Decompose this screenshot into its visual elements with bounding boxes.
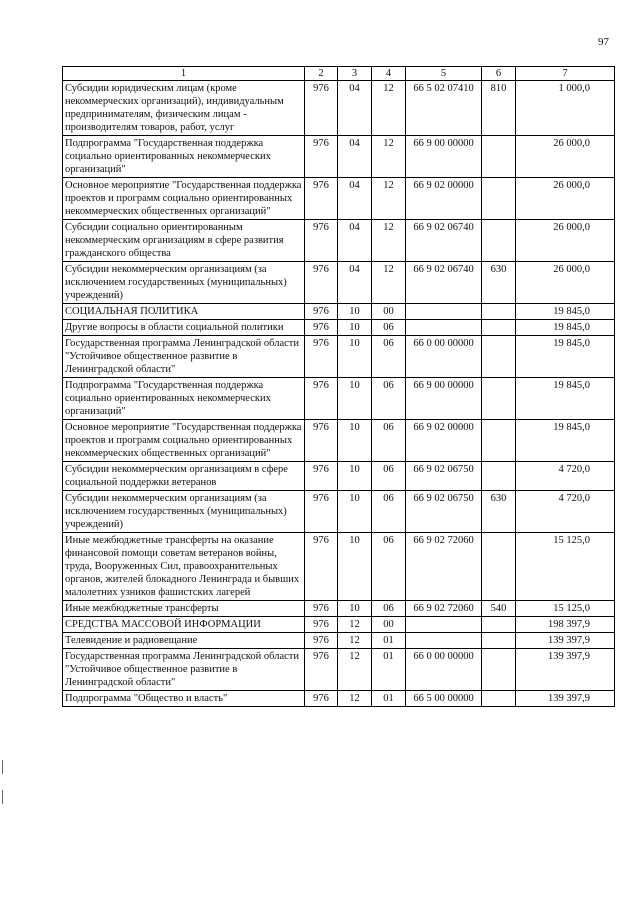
table-row (63, 220, 615, 262)
target-article-cell: 66 9 02 72060 (406, 533, 482, 601)
section-code-cell: 10 (338, 420, 372, 462)
section-code-cell: 10 (338, 320, 372, 336)
row-name-cell: СОЦИАЛЬНАЯ ПОЛИТИКА (63, 304, 305, 320)
grbs-code-cell: 976 (305, 533, 338, 601)
target-article-cell: 66 9 02 06750 (406, 491, 482, 533)
table-row (63, 633, 615, 649)
grbs-code-cell: 976 (305, 262, 338, 304)
target-article-cell: 66 0 00 00000 (406, 336, 482, 378)
row-name-cell: Государственная программа Ленинградской области "Устойчивое общественное развитие в Ленинградской области" (63, 336, 305, 378)
column-header: 6 (482, 67, 516, 81)
expense-type-cell (482, 462, 516, 491)
table-row (63, 462, 615, 491)
subsection-code-cell: 12 (372, 81, 406, 136)
amount-cell: 4 720,0 (516, 491, 615, 533)
row-name-cell: Подпрограмма "Общество и власть" (63, 691, 305, 707)
grbs-code-cell: 976 (305, 633, 338, 649)
table-row (63, 691, 615, 707)
row-name-cell: Субсидии некоммерческим организациям в сфере социальной поддержки ветеранов (63, 462, 305, 491)
grbs-code-cell: 976 (305, 81, 338, 136)
column-header: 7 (516, 67, 615, 81)
section-code-cell: 12 (338, 617, 372, 633)
target-article-cell: 66 9 00 00000 (406, 136, 482, 178)
grbs-code-cell: 976 (305, 136, 338, 178)
subsection-code-cell: 01 (372, 649, 406, 691)
row-name-cell: Телевидение и радиовещание (63, 633, 305, 649)
grbs-code-cell: 976 (305, 336, 338, 378)
column-header: 3 (338, 67, 372, 81)
amount-cell: 139 397,9 (516, 649, 615, 691)
expense-type-cell (482, 378, 516, 420)
amount-cell: 19 845,0 (516, 336, 615, 378)
expense-type-cell (482, 649, 516, 691)
row-name-cell: СРЕДСТВА МАССОВОЙ ИНФОРМАЦИИ (63, 617, 305, 633)
column-header: 5 (406, 67, 482, 81)
target-article-cell (406, 633, 482, 649)
amount-cell: 19 845,0 (516, 420, 615, 462)
grbs-code-cell: 976 (305, 649, 338, 691)
amount-cell: 15 125,0 (516, 533, 615, 601)
expense-type-cell (482, 336, 516, 378)
row-name-cell: Субсидии социально ориентированным некоммерческим организациям в сфере развития гражданского общества (63, 220, 305, 262)
table-row (63, 136, 615, 178)
table-row (63, 601, 615, 617)
grbs-code-cell: 976 (305, 178, 338, 220)
row-name-cell: Субсидии некоммерческим организациям (за исключением государственных (муниципальных) учреждений) (63, 262, 305, 304)
expense-type-cell (482, 136, 516, 178)
table-row (63, 491, 615, 533)
amount-cell: 19 845,0 (516, 304, 615, 320)
section-code-cell: 10 (338, 378, 372, 420)
row-name-cell: Субсидии юридическим лицам (кроме некоммерческих организаций), индивидуальным предпринимателям, физическим лицам - производителям товаров, работ, услуг (63, 81, 305, 136)
grbs-code-cell: 976 (305, 691, 338, 707)
target-article-cell: 66 9 02 06740 (406, 262, 482, 304)
expense-type-cell: 630 (482, 262, 516, 304)
subsection-code-cell: 06 (372, 420, 406, 462)
column-header: 4 (372, 67, 406, 81)
grbs-code-cell: 976 (305, 601, 338, 617)
expense-type-cell (482, 617, 516, 633)
subsection-code-cell: 06 (372, 601, 406, 617)
grbs-code-cell: 976 (305, 320, 338, 336)
grbs-code-cell: 976 (305, 420, 338, 462)
header-row (63, 67, 615, 81)
target-article-cell: 66 9 02 06750 (406, 462, 482, 491)
row-name-cell: Основное мероприятие "Государственная поддержка проектов и программ социально ориентированных некоммерческих общественных организаций" (63, 420, 305, 462)
section-code-cell: 10 (338, 533, 372, 601)
row-name-cell: Иные межбюджетные трансферты на оказание финансовой помощи советам ветеранов войны, труда, Вооруженных Сил, правоохранительных органов, жителей блокадного Ленинграда и бывших малолетних узников фашистских лагерей (63, 533, 305, 601)
section-code-cell: 12 (338, 691, 372, 707)
target-article-cell: 66 5 02 07410 (406, 81, 482, 136)
target-article-cell: 66 0 00 00000 (406, 649, 482, 691)
subsection-code-cell: 06 (372, 320, 406, 336)
row-name-cell: Иные межбюджетные трансферты (63, 601, 305, 617)
expense-type-cell (482, 304, 516, 320)
expense-type-cell: 540 (482, 601, 516, 617)
grbs-code-cell: 976 (305, 462, 338, 491)
section-code-cell: 04 (338, 81, 372, 136)
target-article-cell: 66 9 00 00000 (406, 378, 482, 420)
table-row (63, 336, 615, 378)
expense-type-cell (482, 178, 516, 220)
table-row (63, 420, 615, 462)
row-name-cell: Другие вопросы в области социальной политики (63, 320, 305, 336)
row-name-cell: Подпрограмма "Государственная поддержка социально ориентированных некоммерческих организаций" (63, 136, 305, 178)
expense-type-cell (482, 533, 516, 601)
section-code-cell: 10 (338, 491, 372, 533)
amount-cell: 26 000,0 (516, 220, 615, 262)
table-row (63, 178, 615, 220)
grbs-code-cell: 976 (305, 491, 338, 533)
subsection-code-cell: 12 (372, 136, 406, 178)
row-name-cell: Основное мероприятие "Государственная поддержка проектов и программ социально ориентированных некоммерческих общественных организаций" (63, 178, 305, 220)
section-code-cell: 10 (338, 462, 372, 491)
page-number: 97 (598, 36, 609, 48)
subsection-code-cell: 01 (372, 633, 406, 649)
expense-type-cell: 630 (482, 491, 516, 533)
section-code-cell: 04 (338, 136, 372, 178)
table-row (63, 304, 615, 320)
subsection-code-cell: 06 (372, 462, 406, 491)
budget-table (62, 66, 615, 707)
target-article-cell: 66 5 00 00000 (406, 691, 482, 707)
grbs-code-cell: 976 (305, 378, 338, 420)
subsection-code-cell: 12 (372, 262, 406, 304)
amount-cell: 26 000,0 (516, 262, 615, 304)
amount-cell: 139 397,9 (516, 633, 615, 649)
amount-cell: 1 000,0 (516, 81, 615, 136)
table-row (63, 320, 615, 336)
amount-cell: 139 397,9 (516, 691, 615, 707)
amount-cell: 198 397,9 (516, 617, 615, 633)
section-code-cell: 10 (338, 601, 372, 617)
row-name-cell: Государственная программа Ленинградской области "Устойчивое общественное развитие в Ленинградской области" (63, 649, 305, 691)
subsection-code-cell: 06 (372, 336, 406, 378)
section-code-cell: 04 (338, 262, 372, 304)
target-article-cell: 66 9 02 00000 (406, 420, 482, 462)
amount-cell: 15 125,0 (516, 601, 615, 617)
section-code-cell: 12 (338, 649, 372, 691)
table-row (63, 533, 615, 601)
expense-type-cell (482, 420, 516, 462)
target-article-cell: 66 9 02 00000 (406, 178, 482, 220)
section-code-cell: 10 (338, 304, 372, 320)
amount-cell: 26 000,0 (516, 178, 615, 220)
section-code-cell: 04 (338, 220, 372, 262)
expense-type-cell (482, 691, 516, 707)
table-row (63, 262, 615, 304)
subsection-code-cell: 12 (372, 220, 406, 262)
table-row (63, 649, 615, 691)
margin-mark (2, 760, 3, 774)
expense-type-cell (482, 633, 516, 649)
grbs-code-cell: 976 (305, 220, 338, 262)
section-code-cell: 10 (338, 336, 372, 378)
amount-cell: 4 720,0 (516, 462, 615, 491)
table-row (63, 81, 615, 136)
subsection-code-cell: 00 (372, 617, 406, 633)
subsection-code-cell: 00 (372, 304, 406, 320)
amount-cell: 26 000,0 (516, 136, 615, 178)
column-header: 1 (63, 67, 305, 81)
expense-type-cell: 810 (482, 81, 516, 136)
row-name-cell: Подпрограмма "Государственная поддержка социально ориентированных некоммерческих организаций" (63, 378, 305, 420)
subsection-code-cell: 06 (372, 491, 406, 533)
target-article-cell (406, 320, 482, 336)
amount-cell: 19 845,0 (516, 378, 615, 420)
subsection-code-cell: 06 (372, 378, 406, 420)
target-article-cell: 66 9 02 06740 (406, 220, 482, 262)
expense-type-cell (482, 320, 516, 336)
section-code-cell: 04 (338, 178, 372, 220)
subsection-code-cell: 06 (372, 533, 406, 601)
grbs-code-cell: 976 (305, 304, 338, 320)
target-article-cell (406, 617, 482, 633)
column-header: 2 (305, 67, 338, 81)
subsection-code-cell: 12 (372, 178, 406, 220)
table-row (63, 378, 615, 420)
row-name-cell: Субсидии некоммерческим организациям (за исключением государственных (муниципальных) учреждений) (63, 491, 305, 533)
target-article-cell (406, 304, 482, 320)
amount-cell: 19 845,0 (516, 320, 615, 336)
section-code-cell: 12 (338, 633, 372, 649)
margin-mark (2, 790, 3, 804)
subsection-code-cell: 01 (372, 691, 406, 707)
table-row (63, 617, 615, 633)
expense-type-cell (482, 220, 516, 262)
grbs-code-cell: 976 (305, 617, 338, 633)
target-article-cell: 66 9 02 72060 (406, 601, 482, 617)
